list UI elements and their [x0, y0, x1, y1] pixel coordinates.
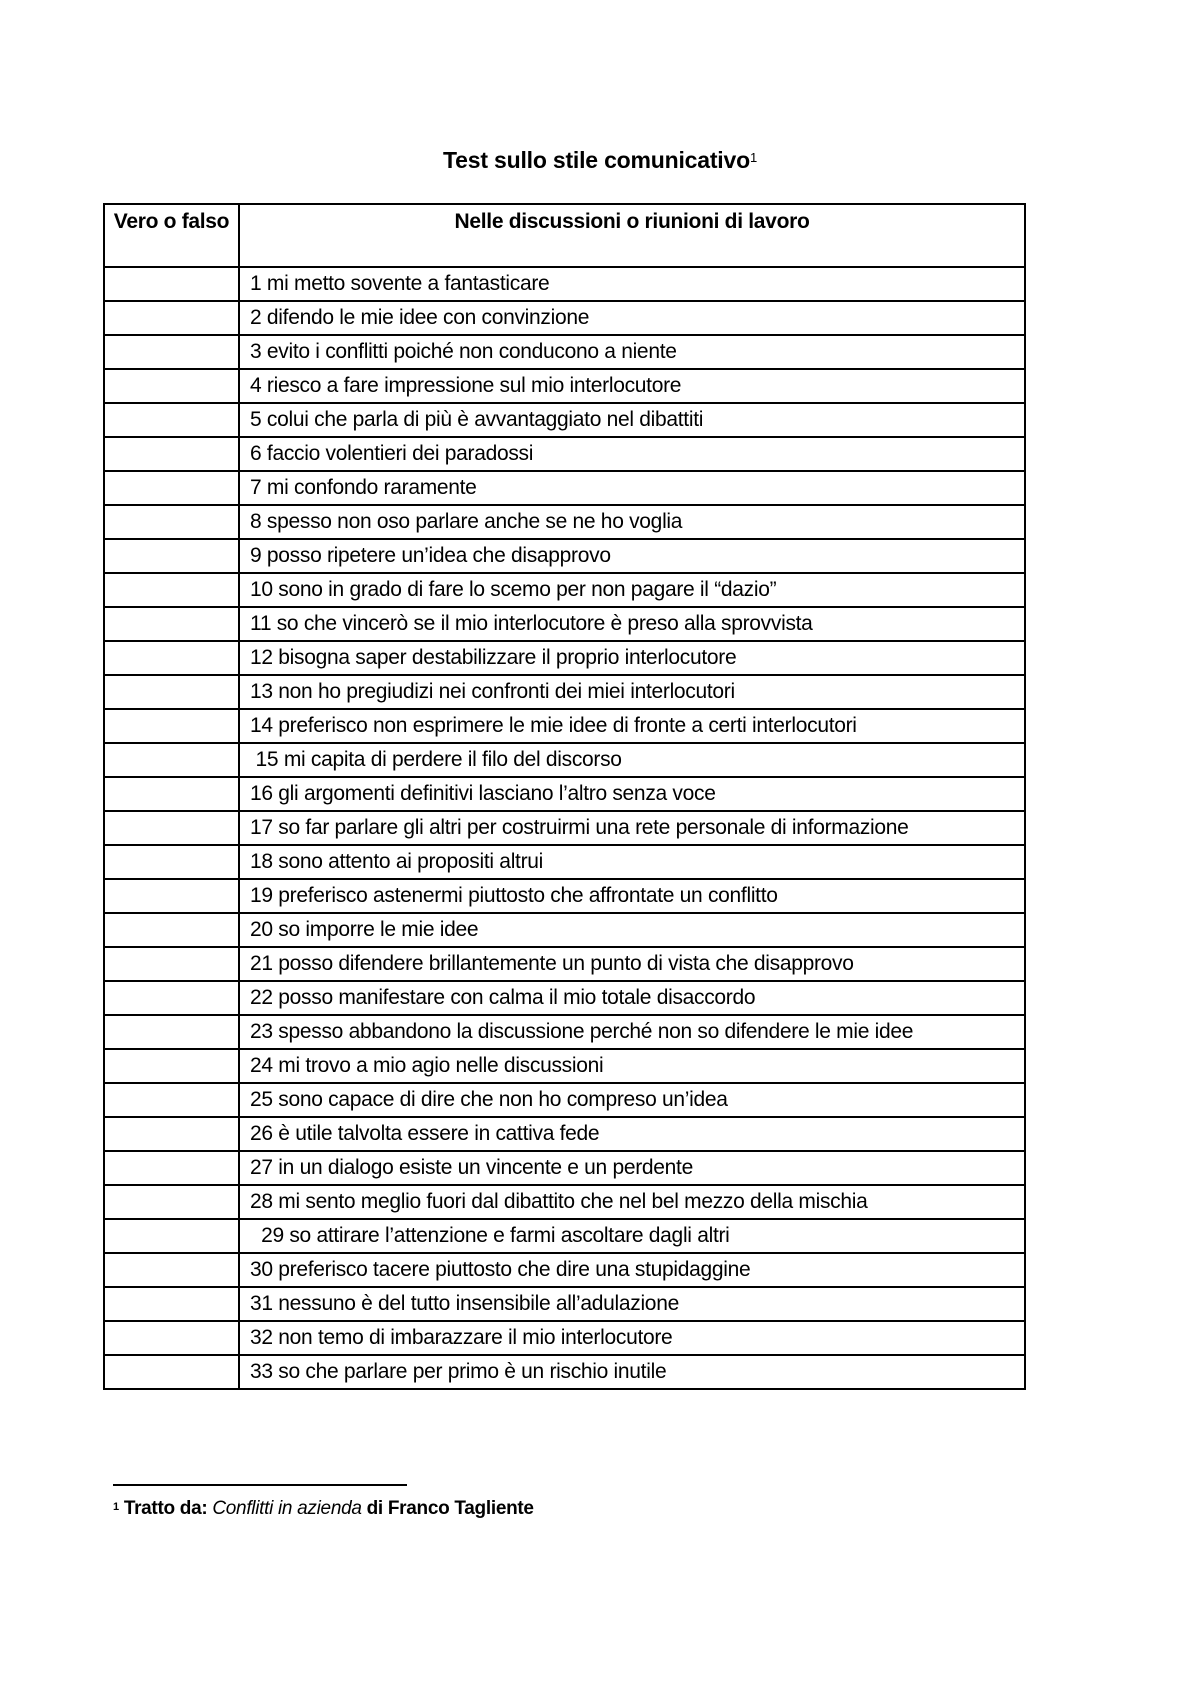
table-row [104, 505, 1025, 539]
table-body [104, 267, 1025, 1389]
table-row [104, 369, 1025, 403]
table-row [104, 301, 1025, 335]
answer-cell[interactable] [104, 777, 239, 811]
answer-cell[interactable] [104, 1355, 239, 1389]
statement-cell: 28 mi sento meglio fuori dal dibattito che nel bel mezzo della mischia [239, 1185, 1025, 1219]
answer-cell[interactable] [104, 403, 239, 437]
answer-cell[interactable] [104, 947, 239, 981]
title-text: Test sullo stile comunicativo [443, 147, 750, 173]
answer-cell[interactable] [104, 811, 239, 845]
statement-cell: 9 posso ripetere un’idea che disapprovo [239, 539, 1025, 573]
answer-cell[interactable] [104, 1015, 239, 1049]
table-row [104, 1287, 1025, 1321]
statement-cell: 12 bisogna saper destabilizzare il proprio interlocutore [239, 641, 1025, 675]
statement-cell: 30 preferisco tacere piuttosto che dire una stupidaggine [239, 1253, 1025, 1287]
answer-cell[interactable] [104, 267, 239, 301]
header-vero-o-falso: Vero o falso [104, 204, 239, 267]
statement-cell: 17 so far parlare gli altri per costruirmi una rete personale di informazione [239, 811, 1025, 845]
answer-cell[interactable] [104, 1151, 239, 1185]
answer-cell[interactable] [104, 1287, 239, 1321]
footnote [113, 1498, 534, 1520]
statement-cell: 32 non temo di imbarazzare il mio interlocutore [239, 1321, 1025, 1355]
answer-cell[interactable] [104, 641, 239, 675]
statement-cell: 27 in un dialogo esiste un vincente e un perdente [239, 1151, 1025, 1185]
statement-cell: 5 colui che parla di più è avvantaggiato nel dibattiti [239, 403, 1025, 437]
answer-cell[interactable] [104, 845, 239, 879]
table-row [104, 403, 1025, 437]
answer-cell[interactable] [104, 981, 239, 1015]
footnote-author: di Franco Tagliente [366, 1498, 534, 1519]
table-row [104, 743, 1025, 777]
statement-cell: 11 so che vincerò se il mio interlocutore è preso alla sprovvista [239, 607, 1025, 641]
statement-cell: 16 gli argomenti definitivi lasciano l’altro senza voce [239, 777, 1025, 811]
header-statement: Nelle discussioni o riunioni di lavoro [239, 204, 1025, 267]
answer-cell[interactable] [104, 573, 239, 607]
table-row [104, 777, 1025, 811]
answer-cell[interactable] [104, 471, 239, 505]
table-row [104, 539, 1025, 573]
statement-cell: 7 mi confondo raramente [239, 471, 1025, 505]
footnote-prefix: Tratto da: [123, 1498, 208, 1519]
answer-cell[interactable] [104, 505, 239, 539]
table-row [104, 471, 1025, 505]
statement-cell: 10 sono in grado di fare lo scemo per non pagare il “dazio” [239, 573, 1025, 607]
statement-cell: 2 difendo le mie idee con convinzione [239, 301, 1025, 335]
table-row [104, 845, 1025, 879]
table-row [104, 1015, 1025, 1049]
table-row [104, 879, 1025, 913]
statement-cell: 26 è utile talvolta essere in cattiva fede [239, 1117, 1025, 1151]
statement-cell: 13 non ho pregiudizi nei confronti dei miei interlocutori [239, 675, 1025, 709]
table-header-row [104, 204, 1025, 267]
answer-cell[interactable] [104, 1321, 239, 1355]
statement-cell: 22 posso manifestare con calma il mio totale disaccordo [239, 981, 1025, 1015]
statement-cell: 25 sono capace di dire che non ho compreso un’idea [239, 1083, 1025, 1117]
questionnaire-table [103, 203, 1026, 1390]
answer-cell[interactable] [104, 879, 239, 913]
statement-cell: 18 sono attento ai propositi altrui [239, 845, 1025, 879]
statement-cell: 31 nessuno è del tutto insensibile all’adulazione [239, 1287, 1025, 1321]
answer-cell[interactable] [104, 1083, 239, 1117]
table-row [104, 675, 1025, 709]
statement-cell: 6 faccio volentieri dei paradossi [239, 437, 1025, 471]
statement-cell: 24 mi trovo a mio agio nelle discussioni [239, 1049, 1025, 1083]
table-row [104, 1355, 1025, 1389]
statement-cell: 8 spesso non oso parlare anche se ne ho voglia [239, 505, 1025, 539]
table-row [104, 709, 1025, 743]
statement-cell: 21 posso difendere brillantemente un punto di vista che disapprovo [239, 947, 1025, 981]
table-row [104, 1151, 1025, 1185]
answer-cell[interactable] [104, 301, 239, 335]
table-row [104, 267, 1025, 301]
table-row [104, 981, 1025, 1015]
answer-cell[interactable] [104, 743, 239, 777]
table-row [104, 811, 1025, 845]
answer-cell[interactable] [104, 1049, 239, 1083]
footnote-separator [113, 1484, 407, 1486]
table-row [104, 1219, 1025, 1253]
statement-cell: 23 spesso abbandono la discussione perché non so difendere le mie idee [239, 1015, 1025, 1049]
title-footnote-ref[interactable]: 1 [749, 150, 757, 165]
statement-cell: 19 preferisco astenermi piuttosto che affrontate un conflitto [239, 879, 1025, 913]
document-title [0, 147, 1200, 174]
table-row [104, 437, 1025, 471]
answer-cell[interactable] [104, 607, 239, 641]
answer-cell[interactable] [104, 369, 239, 403]
statement-cell: 33 so che parlare per primo è un rischio inutile [239, 1355, 1025, 1389]
footnote-number: 1 [113, 1501, 119, 1513]
statement-cell: 14 preferisco non esprimere le mie idee di fronte a certi interlocutori [239, 709, 1025, 743]
answer-cell[interactable] [104, 1253, 239, 1287]
table-row [104, 1253, 1025, 1287]
answer-cell[interactable] [104, 437, 239, 471]
table-row [104, 1049, 1025, 1083]
footnote-book-title: Conflitti in azienda [212, 1498, 362, 1519]
table-row [104, 335, 1025, 369]
table-row [104, 1185, 1025, 1219]
table-row [104, 1117, 1025, 1151]
answer-cell[interactable] [104, 709, 239, 743]
answer-cell[interactable] [104, 1117, 239, 1151]
statement-cell: 4 riesco a fare impressione sul mio interlocutore [239, 369, 1025, 403]
table-row [104, 913, 1025, 947]
table-row [104, 1083, 1025, 1117]
table-row [104, 607, 1025, 641]
answer-cell[interactable] [104, 913, 239, 947]
answer-cell[interactable] [104, 1219, 239, 1253]
table-row [104, 947, 1025, 981]
statement-cell: 20 so imporre le mie idee [239, 913, 1025, 947]
answer-cell[interactable] [104, 1185, 239, 1219]
statement-cell: 3 evito i conflitti poiché non conducono a niente [239, 335, 1025, 369]
answer-cell[interactable] [104, 335, 239, 369]
statement-cell: 1 mi metto sovente a fantasticare [239, 267, 1025, 301]
table-row [104, 573, 1025, 607]
statement-cell: 15 mi capita di perdere il filo del discorso [239, 743, 1025, 777]
answer-cell[interactable] [104, 675, 239, 709]
answer-cell[interactable] [104, 539, 239, 573]
table-row [104, 641, 1025, 675]
table-row [104, 1321, 1025, 1355]
statement-cell: 29 so attirare l’attenzione e farmi ascoltare dagli altri [239, 1219, 1025, 1253]
